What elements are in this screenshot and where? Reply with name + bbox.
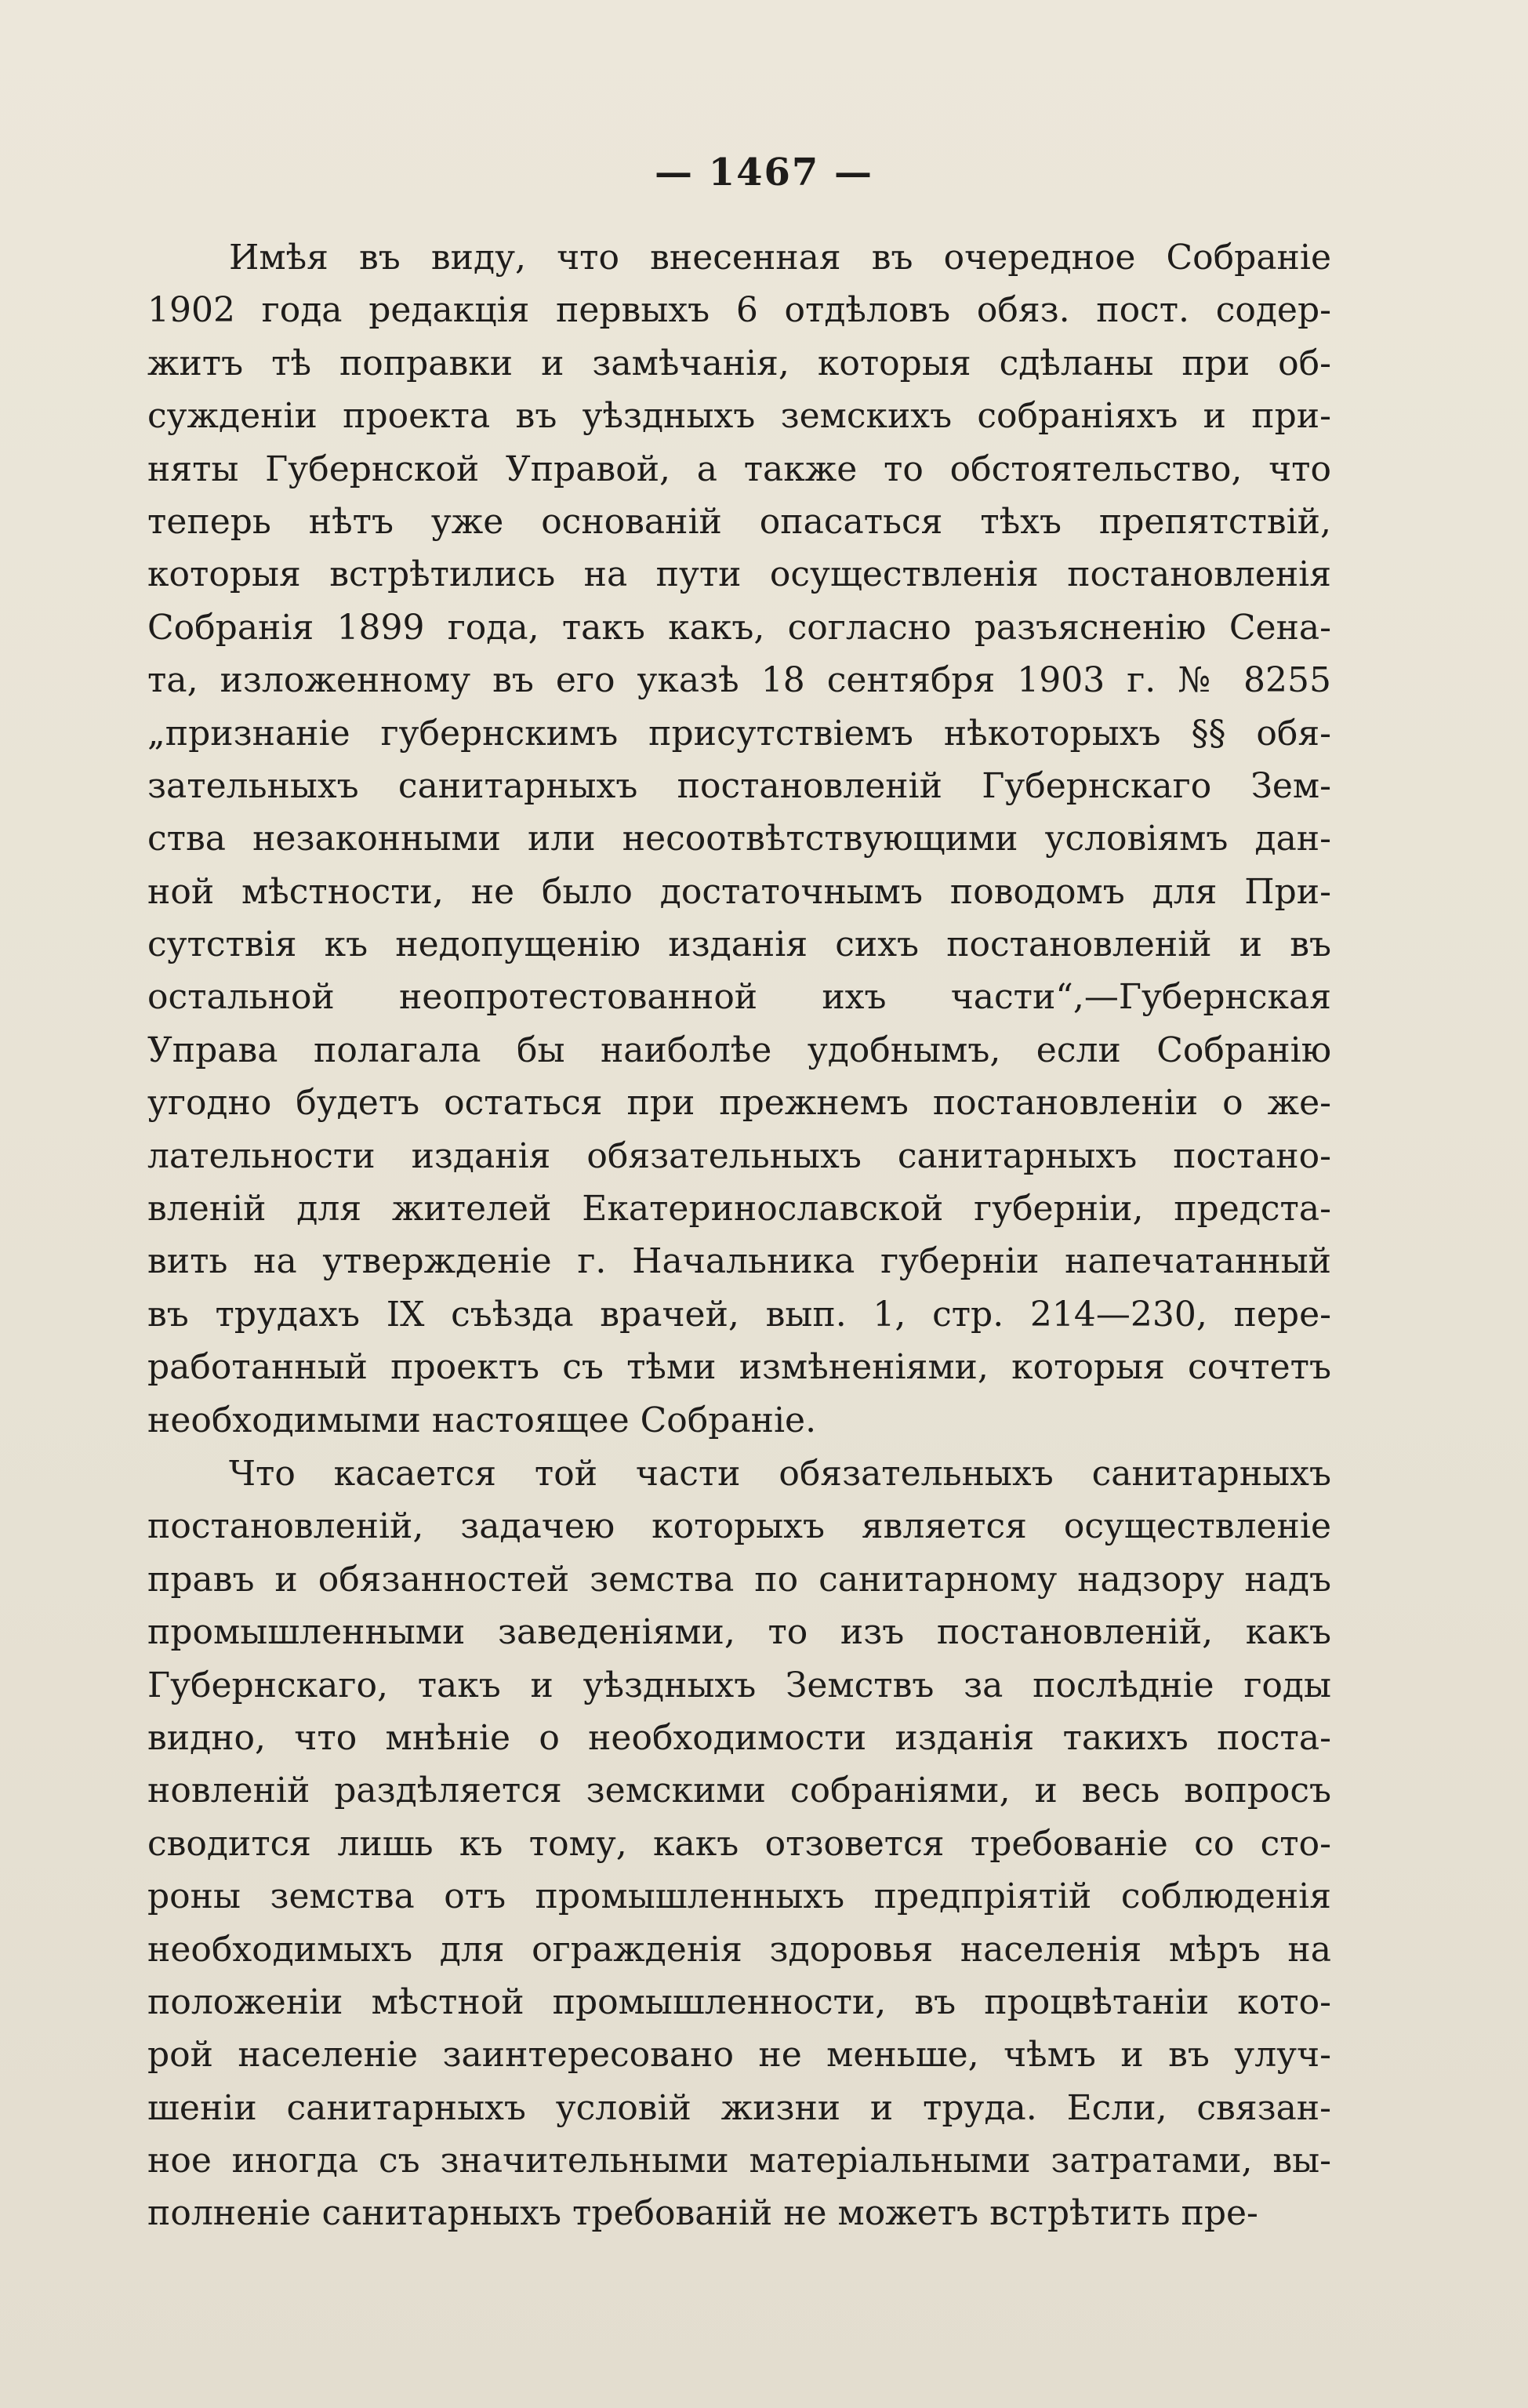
text-line: остальной неопротестованной ихъ части“,—Губернская [147,977,1331,1018]
text-line: лательности изданія обязательныхъ санитарныхъ постано- [147,1135,1331,1176]
text-line: полненіе санитарныхъ требованій не можетъ встрѣтить пре- [147,2193,1258,2234]
text-line: которыя встрѣтились на пути осуществленія постановленія [147,554,1331,595]
text-line: сужденіи проекта въ уѣздныхъ земскихъ собраніяхъ и при- [147,396,1331,437]
text-line: видно, что мнѣніе о необходимости изданія такихъ поста- [147,1717,1331,1758]
text-line: положеніи мѣстной промышленности, въ процвѣтаніи кото- [147,1981,1331,2022]
text-line: ства незаконными или несоотвѣтствующими условіямъ дан- [147,819,1331,859]
text-line: няты Губернской Управой, а также то обстоятельство, что [147,449,1331,489]
text-line: рой населеніе заинтересовано не меньше, чѣмъ и въ улуч- [147,2035,1331,2076]
text-line: теперь нѣтъ уже основаній опасаться тѣхъ препятствій, [147,501,1331,542]
text-line: сутствія къ недопущенію изданія сихъ постановленій и въ [147,924,1331,965]
text-line: правъ и обязанностей земства по санитарному надзору надъ [147,1559,1331,1600]
text-line: вленій для жителей Екатеринославской губерніи, предста- [147,1189,1331,1229]
text-line: роны земства отъ промышленныхъ предпріятій соблюденія [147,1876,1331,1917]
text-line: сводится лишь къ тому, какъ отзовется требованіе со сто- [147,1823,1331,1864]
text-line: угодно будетъ остаться при прежнемъ постановленіи о же- [147,1083,1331,1124]
text-line: вить на утвержденіе г. Начальника губерніи напечатанный [147,1241,1331,1282]
text-line: Управа полагала бы наиболѣе удобнымъ, если Собранію [147,1030,1331,1070]
text-line: въ трудахъ IX съѣзда врачей, вып. 1, стр. 214—230, пере- [147,1294,1331,1335]
text-line: Имѣя въ виду, что внесенная въ очередное Собраніе [229,238,1331,278]
text-line: „признаніе губернскимъ присутствіемъ нѣкоторыхъ §§ обя- [147,713,1331,754]
text-line: необходимыми настоящее Собраніе. [147,1400,817,1440]
text-line: Губернскаго, такъ и уѣздныхъ Земствъ за послѣдніе годы [147,1665,1331,1705]
text-line: необходимыхъ для огражденія здоровья населенія мѣръ на [147,1929,1331,1970]
text-line: новленій раздѣляется земскими собраніями, и весь вопросъ [147,1771,1331,1811]
text-line: шеніи санитарныхъ условій жизни и труда. Если, связан- [147,2087,1331,2128]
text-line: 1902 года редакція первыхъ 6 отдѣловъ обяз. пост. содер- [147,290,1331,331]
text-line: промышленными заведеніями, то изъ постановленій, какъ [147,1612,1331,1653]
text-line: работанный проектъ съ тѣми измѣненіями, которыя сочтетъ [147,1347,1331,1388]
text-line: Что касается той части обязательныхъ санитарныхъ [229,1454,1331,1494]
text-line: та, изложенному въ его указѣ 18 сентября 1903 г. № 8255 [147,660,1331,701]
page-number: — 1467 — [654,151,873,194]
text-line: Собранія 1899 года, такъ какъ, согласно разъясненію Сена- [147,607,1331,648]
paragraph-2 [147,1447,1331,2240]
text-line: постановленій, задачею которыхъ является осуществленіе [147,1506,1331,1547]
paragraph-1 [147,231,1331,1447]
text-line: ной мѣстности, не было достаточнымъ поводомъ для При- [147,871,1331,912]
text-line: ное иногда съ значительными матеріальными затратами, вы- [147,2141,1331,2181]
text-line: житъ тѣ поправки и замѣчанія, которыя сдѣланы при об- [147,343,1331,383]
text-line: зательныхъ санитарныхъ постановленій Губернскаго Зем- [147,765,1331,806]
